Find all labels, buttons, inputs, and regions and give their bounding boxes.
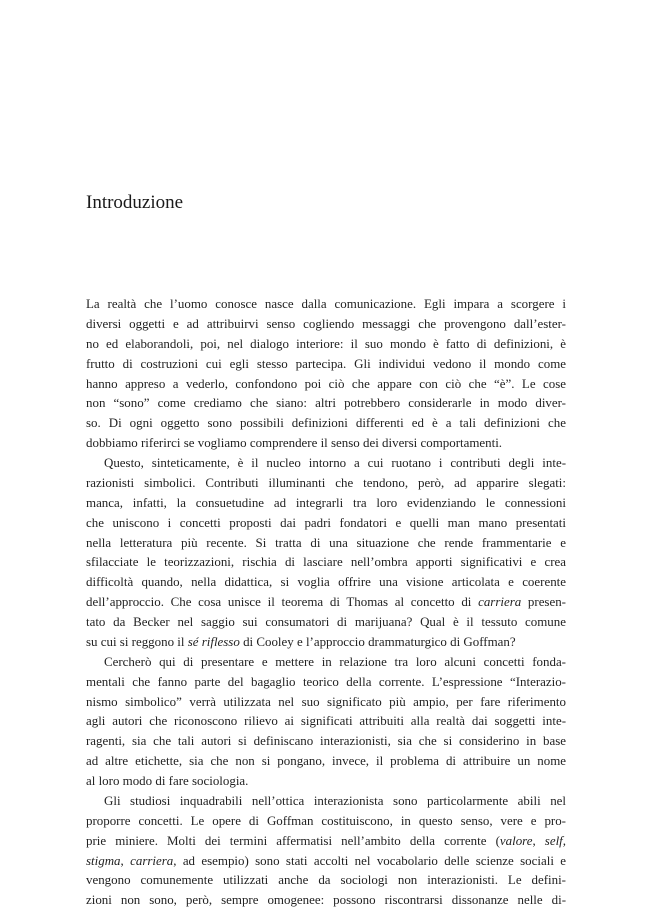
line-segment: ,: [532, 832, 545, 848]
text-line: Gli studiosi inquadrabili nell’ottica interazionista sono particolarmente abili nel: [104, 792, 566, 808]
text-line: so. Di ogni oggetto sono possibili definizioni differenti ed è a tali definizioni che: [86, 415, 566, 431]
text-line: La realtà che l’uomo conosce nasce dalla comunicazione. Egli impara a scorgere i: [86, 296, 566, 311]
line-segment: prie miniere. Molti dei termini affermatisi nell’ambito della corrente (: [86, 832, 500, 848]
text-line: ragenti, sia che tali autori si definiscano interazionisti, sia che si considerino in base: [86, 733, 566, 749]
line-segment: dell’approccio. Che cosa unisce il teorema di Thomas al concetto di: [86, 594, 479, 610]
text-line: razionisti simbolici. Contributi illuminanti che tendono, però, ad apparire slegati:: [86, 474, 566, 490]
italic-term: sé riflesso: [187, 633, 240, 649]
text-line: ad altre etichette, sia che non si pongano, invece, il problema di attribuire un nome: [86, 753, 566, 769]
text-line: al loro modo di fare sociologia.: [86, 773, 249, 788]
text-line: nismo simbolico” verrà utilizzata nel suo significato più ampio, per fare riferimento: [86, 693, 566, 709]
text-line: [86, 632, 566, 652]
text-line: nella letteratura più recente. Si tratta di una situazione che rende frammentarie e: [86, 534, 566, 550]
line-segment: ,: [120, 852, 131, 868]
line-segment: di Cooley e l’approccio drammaturgico di Goffman?: [239, 633, 516, 649]
line-segment: su cui si reggono il: [86, 633, 188, 649]
body-text: [86, 294, 566, 910]
chapter-title: Introduzione: [86, 192, 184, 213]
text-line: Cercherò qui di presentare e mettere in relazione tra loro alcuni concetti fonda-: [104, 653, 566, 669]
text-line: hanno appreso a vederlo, confondono poi ciò che appare con ciò che “è”. Le cose: [86, 375, 566, 391]
text-line: [86, 831, 566, 851]
text-line: vengono comunemente utilizzati anche da sociologi non interazionisti. Le defini-: [86, 872, 566, 888]
line-segment: presen-: [521, 594, 566, 610]
text-line: non “sono” come crediamo che siano: altri potrebbero considerarle in modo diver-: [86, 395, 566, 411]
text-line: dobbiamo riferirci se vogliamo comprendere il senso dei diversi comportamenti.: [86, 435, 503, 451]
text-line: Questo, sinteticamente, è il nucleo intorno a cui ruotano i contributi degli inte-: [104, 455, 566, 470]
text-line: tato da Becker nel saggio sui consumatori di marijuana? Qual è il tessuto comune: [86, 614, 566, 629]
text-line: che uniscono i concetti proposti dai padri fondatori e quelli man mano presentati: [86, 514, 566, 530]
italic-term: carriera: [478, 594, 522, 610]
text-line: frutto di costruzioni cui egli stesso partecipa. Gli individui vedono il mondo come: [86, 355, 566, 371]
text-line: manca, infatti, la consuetudine ad integrarli tra loro evidenziando le connessioni: [86, 494, 566, 510]
italic-term: carriera: [130, 852, 174, 868]
text-line: diversi oggetti e ad attribuirvi senso cogliendo messaggi che provengono dall’ester-: [86, 315, 566, 331]
text-line: no ed elaborandoli, poi, nel dialogo interiore: il suo mondo è fatto di definizioni, è: [86, 335, 566, 351]
text-line: difficoltà quando, nella didattica, si voglia offrire una visione articolata e coerente: [86, 574, 566, 590]
text-line: proporre concetti. Le opere di Goffman costituiscono, in questo senso, vere e pro-: [86, 812, 566, 828]
italic-term: self,: [544, 832, 566, 848]
text-line: zioni non sono, però, sempre omogenee: possono riscontrarsi dissonanze nelle di-: [86, 892, 566, 908]
italic-term: valore: [499, 832, 533, 848]
text-line: agli autori che riconoscono rilievo ai significati attribuiti alla realtà dai soggetti inte-: [86, 713, 566, 729]
italic-term: stigma: [86, 852, 121, 868]
text-line: mentali che fanno parte del bagaglio teorico della corrente. L’espressione “Interazio-: [86, 673, 566, 689]
text-line: [86, 851, 566, 871]
text-line: [86, 592, 566, 612]
text-line: sfilacciate le teorizzazioni, rischia di lasciare nell’ombra apporti significativi e crea: [86, 554, 566, 570]
line-segment: , ad esempio) sono stati accolti nel vocabolario delle scienze sociali e: [173, 852, 566, 868]
